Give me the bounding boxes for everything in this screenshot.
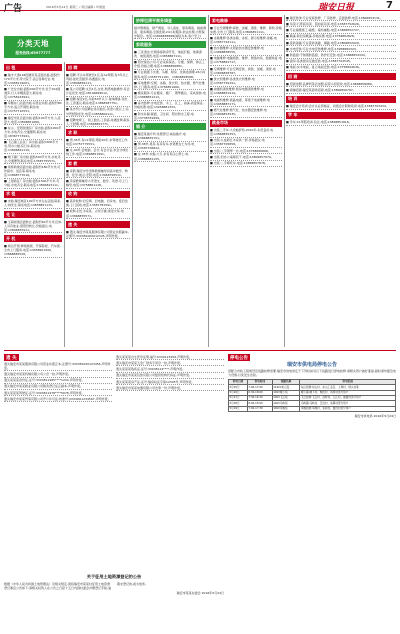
outage-cell: 5月28日 (229, 401, 248, 406)
classifieds-banner (4, 36, 62, 58)
classified-ad: ■ 瓷砖美缝:专业瓷砖美缝、填缝,电话:13806852929。 (286, 40, 396, 46)
classified-ad: ■ 高价收购:旧空调、旧电脑、旧家电、废旧金属,上门回收,电话:13587781591。 (66, 199, 130, 209)
classified-ad: ■ 室内装修:水电安装、木工、瓦工、油漆,质量保证,价格优惠,电话:13958881333。 (134, 101, 206, 111)
notices-section-2 (116, 354, 224, 569)
section-divider (4, 350, 396, 351)
classified-ad: ■ 男,38岁,离异,有房有车,求贤惠女士为伴,电话:13587706822。 (134, 142, 206, 152)
outage-cell: 6:30-18:00 (247, 390, 272, 395)
classified-ad: ■ 玉海街道店面转让,面积约60平方米,因本人另有他业,现低价转让,价格面议,电话:13806855911。 (4, 219, 62, 232)
classified-column-2 (66, 62, 130, 347)
power-outage-footer: 瑞安市供电局 2016年5月24日 (354, 413, 396, 418)
classified-ad: ■ 商铺招商:瑞安某商场招商,电话:13806856767。 (286, 87, 396, 93)
classified-ad: ■ 刷漆:新旧房刷漆,价格实惠,电话:13758862828。 (286, 34, 396, 40)
classified-ad: ■ 吊顶:石膏板吊顶、铝扣板吊顶,电话:13587752626。 (286, 21, 396, 27)
outage-cell: 10kV莘塍线 (272, 406, 300, 411)
land-notice-text: 根据《中华人民共和国土地管理法》及相关规定,现将瑞安市某某村征用土地资源登记事宜公告如下:请相关权利人在公告之日起十五日内到村委会办理登记手续,逾期未登记的,视为放弃。 (4, 582, 148, 591)
classified-ad: ■ 地板:实木地板、复合地板安装,电话:13758864646。 (286, 65, 396, 71)
classified-ad: ■ 女,40岁,会电脑、会计,有会计证,求会计或出纳工作,电话:13868851991。 (66, 148, 129, 157)
section-title: 广告 (4, 4, 23, 14)
notice-item: 遗失瑞安市某某五金厂财务专用章一枚,声明作废。 (116, 360, 224, 366)
notice-item: 遗失某某某出生医学证明,编号:K330123456,声明作废。 (116, 354, 224, 360)
classified-ad: ■ 女,35岁,未婚,大专,求有责任心男士,电话:13868861155。 (134, 152, 206, 162)
outage-column-header: 线路名称 (272, 380, 300, 385)
category-heading: 妙探包清平商务调查 (134, 17, 206, 24)
classified-ad: ■ 燃气灶维修:燃气灶、热水器安装维修,电话:13806853535。 (210, 107, 282, 117)
classified-ad: 婚外情调查、财产调查、寻人查址、商务调查、婚前调查、债务调查,全国连锁,24小时服务,依法办理,为您保守秘密。电话:13806858888(诚信为本,客户至上) (134, 25, 206, 38)
classified-ad: ■ 男,35岁,有C1驾照,驾龄10年,求驾驶员工作,电话:13757775551。 (66, 138, 129, 147)
classified-ad: ■ 专业墙纸施工:墙纸、墙布铺贴,电话:13868852727。 (286, 27, 396, 33)
land-notice-title: 关于征用土地资源登记的公告 (86, 574, 142, 579)
category-heading: 招 聘 (66, 64, 130, 71)
classified-ad: ■ 遗失:瑞安市某某服饰有限公司营业执照副本,注册号:330381000012345,声明作废。 (66, 229, 129, 238)
classified-ad: ■ 莘塍东门店面出租,有营业执照,面积约80平方米,适合开餐饮,联系电话:13757710551。 (4, 101, 62, 114)
classified-ad: ■ 某外贸公司招聘业务员数名,英语六级以上,有外贸经验优先,电话:13858806111。 (66, 107, 129, 116)
category-heading: 收 购 (66, 191, 130, 198)
classifieds-title: 分类天地 (17, 39, 49, 48)
classified-ad: ■ 瑞安某婚介所:免费登记,诚信婚介,电话:13868855151。 (134, 131, 206, 141)
classified-column-4 (210, 15, 282, 347)
outage-cell: 马屿镇:马屿村、篁社村、仙降村部分用户 (300, 401, 396, 406)
column-divider (132, 15, 133, 347)
outage-cell: 10kV塘下线 (272, 390, 300, 395)
classified-ad: ■ 出售二手车:大众帕萨特,2010年,车况良好,电话:13868855353。 (210, 128, 282, 138)
notice-item: 遗失某某某房产证,证号:瑞房权证字第12345号,声明作废。 (116, 379, 224, 385)
outage-cell: 莘塍街道:莘塍村、东新村、董田村部分用户 (300, 406, 396, 411)
classified-ad: ■ 窗帘:各类窗帘定做安装,电话:13587704545。 (286, 59, 396, 65)
classified-ad: ■ 家电维修:空调、冰箱、洗衣机、热水器、燃气灶维修,上门服务,电话:13758851666。 (134, 80, 205, 89)
classified-ad: ■ 专业空调维修:拆装、加氟、清洗、维修、移机,价格实惠,全市上门服务,电话:13806851111。 (210, 25, 282, 34)
classified-ad: ■ 招聘:保安2名,年龄50岁以下,身体健康,包吃住,工资面议,联系电话:13868587751。 (66, 97, 130, 107)
land-notice-signature: 瑞安市某某村委会 2016年5月24日 (176, 591, 224, 596)
outage-cell: 10kV飞云线 (272, 395, 300, 400)
classified-ad: ■ 飞云镇工业区厂房出租:面积3000平方米,带办公楼,有行车,联系电话:13806861116。 (4, 140, 62, 154)
classified-ad: ■ 出售:九成新红木家具一套,价格面议,电话:13587705858。 (210, 138, 282, 148)
classified-ad: ■ 热水器维修:太阳能热水器安装维修,电话:13868858555。 (210, 46, 282, 56)
outage-cell: 5月27日 (229, 395, 248, 400)
category-heading: 兑 让 (4, 211, 62, 218)
category-heading: 开 机 (4, 235, 62, 242)
classified-ad: ■ 出售:二手摩托车,电话:13868857878。 (210, 161, 282, 167)
classified-ad: ■ 三家清洁:长期承接新房开荒、地板打蜡、玻璃清洗、地毯清洗,电话:13858867111。 (134, 49, 206, 59)
category-heading: 家政服务 (134, 41, 206, 48)
classified-ad: ■ 求租:瑞安城区100平方米左右店面,联系人:林先生,联系电话:13858851115。 (4, 199, 61, 208)
category-heading: 家电维修 (210, 17, 282, 24)
category-heading: 家 教 (66, 160, 130, 167)
column-divider (208, 15, 209, 347)
outage-cell: 110kV东山变 (272, 385, 300, 390)
classified-ad: ■ 收购:旧红木家具、古玩字画,现金交易,电话:13868855571。 (66, 209, 130, 219)
classified-ad: ■ 某公司招聘:文员1名,女性,熟悉电脑操作,有会计证优先,电话:18106698012。 (66, 86, 130, 95)
category-heading: 遗 失 (66, 221, 130, 228)
category-heading: 招 商 (286, 73, 396, 80)
classified-ad: ■ 出售:二手钢琴一台,电话:13758866868。 (210, 148, 282, 154)
classified-ad: ■ 空调维修:专业空调安装、拆装、加氟、清洗,电话:13806858787。 (210, 66, 282, 76)
power-outage-notice (228, 354, 396, 632)
classified-ad: ■ 家教:瑞安中学退休教师辅导初高中数学、物理、化学,地点:安阳,电话:13968756511。 (66, 168, 130, 178)
notice-item: 遗失瑞安市某某包装有限公司组织机构代码证,声明作废。 (116, 373, 224, 379)
classified-ad: ■ 招商加盟:品牌奶茶店加盟,投资小回报快,电话:13868858989。 (286, 81, 396, 87)
outage-cell: 7:00-17:00 (247, 385, 272, 390)
outage-cell: 8:00-15:00 (247, 401, 272, 406)
notice-item: 遗失瑞安市某某机械有限公司公章一枚,声明作废。 (4, 371, 112, 377)
power-outage-label: 停电公告 (230, 355, 248, 361)
outage-column-header: 停电日期 (229, 380, 248, 385)
notice-item: 遗失瑞安市某某贸易有限公司开户许可证,核准号:J3330001234567,声明作废。 (4, 396, 111, 401)
category-heading: 学 车 (286, 112, 396, 119)
classified-ad: ■ 东山、安阳街道有厂房出租,面积1000平方米,水电齐全,交通便利,联系电话:18367773991。 (4, 125, 62, 138)
column-divider (64, 62, 65, 347)
notice-item: 遗失某某某身份证,证号:3303811985****1234,声明作废。 (4, 378, 112, 384)
classified-ad: ■ 瑞安市区店面出租:面积100平方米,人流量大,电话:13806851666。 (4, 115, 61, 124)
classified-ad: ■ 洗衣机维修:各类洗衣机维修,电话:13587759191。 (210, 76, 282, 86)
outage-cell: 5月29日 (229, 406, 248, 411)
classified-ad: ■ 瑞安装饰:专业家庭装修、厂房装修、店面装修,电话:13806853131。 (286, 15, 396, 21)
outage-cell: 7:00-17:30 (247, 406, 272, 411)
classified-ad: ■ 电脑维修:电脑组装、维修、网络布线、数据恢复,电话:13758861717。 (210, 56, 282, 65)
column-divider (284, 15, 285, 347)
classified-ad: ■ 阳光保洁公司:专业家庭保洁、月嫂、保姆、钟点工介绍,价格合理,电话:13868856881。 (134, 60, 205, 69)
outage-cell: 5月25日 (229, 385, 248, 390)
page-number: 7 (386, 0, 393, 11)
classified-ad: ■ 防水补漏:屋面、卫生间、阳台防水工程,电话:13738781899。 (134, 111, 206, 121)
classified-ad: ■ 学车:C1驾照培训,包过,电话:13868851818。 (286, 120, 396, 126)
notice-item: 遗失某某某驾驶证,证号:3303811978****5678,声明作废。 (4, 390, 112, 396)
outage-table (228, 379, 396, 412)
classified-ad: ■ 场桥新建店面出租,面积约180平方米,可作超市、饭店等,联系电话:13868777016。 (4, 164, 61, 177)
outage-cell: 飞云街道:飞云村、孙桥村、云江村、渔渡村部分用户 (300, 395, 396, 400)
power-outage-intro: 因配合市政工程建设及线路检修需要,瑞安市供电局定于下列时间对以下线路进行停电检修,请相关用户做好准备,届时请勿靠近电力设施,以免发生危险。 (228, 369, 396, 378)
classified-ad: ■ 塘下镇厂房出租:面积500平方米,水电齐全,交通便利,联系电话:13587755571。 (4, 154, 61, 163)
category-heading: 求 职 (66, 129, 130, 136)
notice-item: 遗失瑞安市某某鞋业有限公司税务登记证正副本,声明作废。 (4, 384, 112, 390)
power-outage-title: 瑞安市供电局停电公告 (286, 362, 337, 368)
notice-item: 遗失瑞安市某某服饰有限公司营业执照正本,注册号:330381000123456,声明作废。 (4, 361, 111, 370)
page-header (0, 0, 400, 14)
outage-cell: 10kV马屿线 (272, 401, 300, 406)
category-heading: 婚 介 (134, 123, 206, 130)
dateline: 2016年5月24日 星期二 / 责任编辑 / 叶建波 (46, 5, 106, 9)
outage-column-header: 停电时间 (247, 380, 272, 385)
outage-cell: 塘下镇:塘下村、鲍田村、场桥村部分用户 (300, 390, 396, 395)
notice-item: 遗失某某某残疾证,证号:33038119****,声明作废。 (116, 366, 224, 372)
classified-ad: ■ 油烟机清洗维修:厨房电器清洗维修,电话:13868851919。 (210, 87, 282, 97)
outage-cell: 7:30-16:30 (247, 395, 272, 400)
classified-column-1 (4, 62, 62, 347)
classified-ad: ■ 招聘:平头车驾驶员1名,有A2驾照,有3年以上驾龄,能吃苦耐劳,待遇面议,电话:13806856111。 (66, 72, 129, 85)
newspaper-logo: 瑞安日报 (318, 3, 355, 13)
classified-ad: ■ 水电安装:专业水电安装维修,电话:13958882323。 (286, 46, 396, 52)
outage-column-header: 停电范围 (300, 380, 396, 385)
outage-row (229, 406, 396, 411)
notices-label: 遗 失 (6, 355, 17, 361)
classified-ad: ■ 电视机维修:液晶电视、等离子电视维修,电话:13958887171。 (210, 97, 282, 107)
classified-ad: ■ 专业疏通下水道、马桶、厨房、化粪池清理,24小时服务,电话:13587751181、13806858588。 (134, 70, 206, 79)
category-heading: 出 租 (4, 64, 62, 71)
classified-ad: ■ 广告位出租:面积300平方米,位于104国道旁,行人车辆流量大,联系电话:13758163991。 (4, 86, 61, 100)
outage-cell: 5月26日 (229, 390, 248, 395)
classified-ad: ■ 上望新区厂房出租:面积1500平方米,可分租,水电齐全,联系电话:13806843111。 (4, 179, 61, 188)
category-heading: 求 租 (4, 191, 62, 198)
land-notice (4, 572, 224, 632)
outage-cell: 东山街道:东山村、东山工业区、上埠村、埭头村等 (300, 385, 396, 390)
classified-ad: ■ 招聘电焊工、钳工数名,工资高,待遇优厚,联系人:王经理,电话:13868852771。 (66, 117, 130, 126)
category-heading: 培 训 (286, 96, 396, 103)
classified-ad: ■ 瑞安会计培训:会计从业资格证、初级会计职称培训,电话:13587703434。 (286, 104, 396, 110)
hotline: 服务热线:65977777 (15, 51, 51, 55)
notices-section (4, 354, 112, 569)
classified-ad: ■ 冰箱维修:各类冰箱、冰柜、展示柜维修,加氟,电话:13857722111。 (210, 35, 282, 45)
classified-column-5 (286, 15, 396, 347)
classified-ad: ■ 瑞丰大道104国道旁有店面出租,面积约170平方米,带大院子,适合各种行业,电话:13958119001。 (4, 72, 62, 86)
notice-item: 遗失瑞安市某某电器有限公司发票一份,声明作废。 (116, 385, 224, 391)
classified-column-3 (134, 15, 206, 347)
category-heading: 跳蚤市场 (210, 120, 282, 127)
classified-ad: ■ 资深教师辅导小学语文、数学、英语,可上门辅导,电话:13758861118。 (66, 178, 130, 188)
classified-ad: ■ 搬家服务:专业搬家、搬厂、钢琴搬运、家具拆装,电话:13868851212。 (134, 91, 206, 100)
classified-ad: ■ 防盗窗:不锈钢防盗窗、防护栏安装,电话:13868854343。 (286, 52, 396, 58)
classified-ad: ■ 鸿运开锁:修锁换锁、开保险柜、汽车锁,全市上门服务,电话:13958901999、13868885528。 (4, 244, 61, 257)
classified-ad: ■ 出售:旧办公桌椅若干,电话:13806857979。 (210, 154, 282, 160)
